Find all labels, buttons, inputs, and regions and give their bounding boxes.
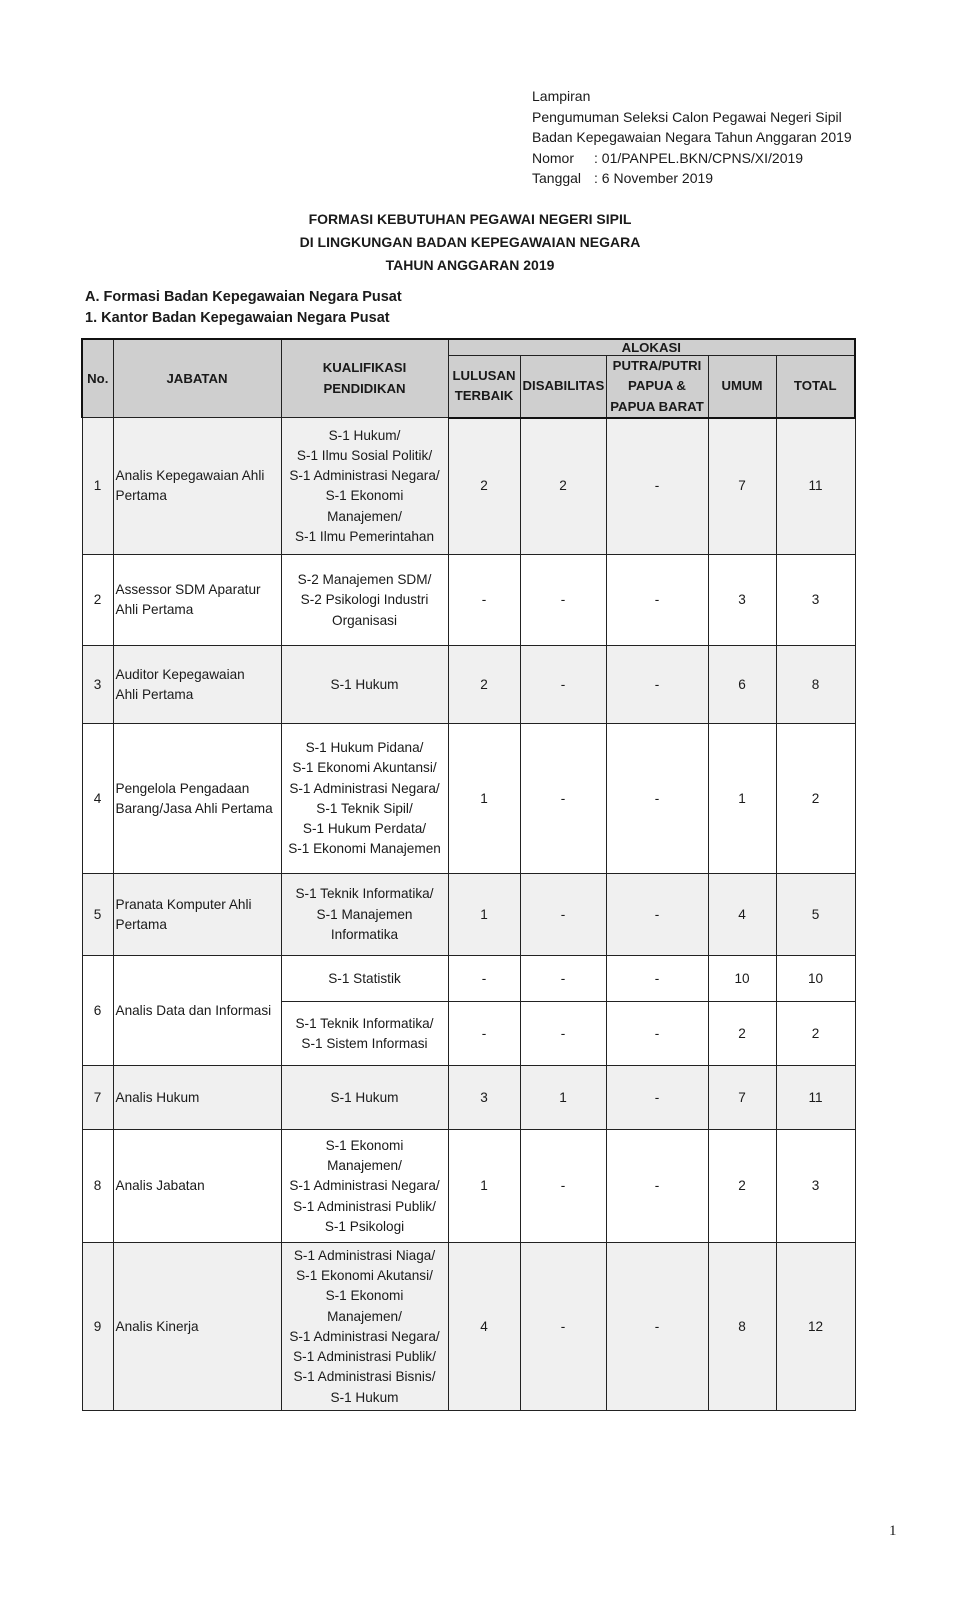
umum-cell: 3 (708, 555, 776, 646)
disabilitas-cell: - (520, 724, 606, 874)
cell-line: S-1 Statistik (328, 970, 401, 986)
cell-line: Analis Hukum (115, 1089, 200, 1105)
cell-line: S-1 Administrasi Negara/ (289, 1178, 440, 1194)
putra-papua-cell: - (606, 874, 708, 956)
cell-line: Auditor Kepegawaian (115, 666, 245, 682)
title-line-1: FORMASI KEBUTUHAN PEGAWAI NEGERI SIPIL (308, 211, 632, 227)
disabilitas-cell: - (520, 956, 606, 1002)
cell-line: Manajemen/ (327, 508, 402, 524)
lampiran-nomor (532, 148, 852, 169)
total-cell: 11 (776, 1066, 855, 1130)
umum-cell: 2 (708, 1002, 776, 1066)
table-row (82, 1066, 855, 1130)
cell-line: S-1 Ilmu Sosial Politik/ (296, 447, 433, 463)
cell-line: S-1 Ekonomi Akuntansi/ (292, 760, 437, 776)
header-lulusan (448, 356, 520, 418)
cell-line: S-1 Ekonomi (325, 488, 404, 504)
header-no: No. (82, 339, 113, 418)
cell-line: S-1 Hukum (330, 1089, 399, 1105)
cell-line: S-1 Hukum Perdata/ (302, 821, 427, 837)
lulusan-terbaik-cell: 1 (448, 1130, 520, 1243)
cell-line: S-1 Hukum Pidana/ (305, 740, 424, 755)
row-number: 5 (82, 874, 113, 956)
kualifikasi-cell (281, 874, 448, 956)
lampiran-block (532, 86, 852, 189)
jabatan-cell (113, 724, 281, 874)
disabilitas-cell: - (520, 555, 606, 646)
cell-line: S-1 Ekonomi Manajemen (288, 841, 441, 857)
lulusan-terbaik-cell: 4 (448, 1243, 520, 1411)
cell-line: Barang/Jasa Ahli Pertama (115, 800, 273, 816)
cell-line: Pertama (115, 916, 167, 932)
jabatan-cell (113, 418, 281, 555)
table-row (82, 1243, 855, 1411)
table-header (82, 339, 855, 418)
cell-line: Ahli Pertama (115, 686, 194, 702)
umum-cell: 8 (708, 1243, 776, 1411)
cell-line: S-1 Ilmu Pemerintahan (294, 528, 435, 544)
putra-papua-cell: - (606, 418, 708, 555)
title-line-2: DI LINGKUNGAN BADAN KEPEGAWAIAN NEGARA (299, 234, 641, 250)
putra-papua-cell: - (606, 646, 708, 724)
putra-papua-cell: - (606, 724, 708, 874)
cell-line: S-1 Ekonomi (325, 1137, 404, 1153)
cell-line: S-1 Administrasi Publik/ (293, 1349, 436, 1365)
cell-line: Ahli Pertama (115, 602, 194, 618)
cell-line: Analis Data dan Informasi (115, 1002, 272, 1018)
total-cell: 8 (776, 646, 855, 724)
jabatan-cell (113, 1243, 281, 1411)
table-row (82, 555, 855, 646)
kualifikasi-cell (281, 1130, 448, 1243)
cell-line: S-1 Ekonomi (325, 1288, 404, 1304)
cell-line: S-2 Psikologi Industri (300, 592, 429, 608)
tanggal-value: : 6 November 2019 (594, 170, 714, 186)
header-umum: UMUM (708, 356, 776, 418)
kualifikasi-cell (281, 1066, 448, 1130)
cell-line: Pranata Komputer Ahli (115, 896, 252, 912)
lampiran-announcement: Pengumuman Seleksi Calon Pegawai Negeri Sipil (532, 108, 842, 125)
title-line-3: TAHUN ANGGARAN 2019 (385, 257, 555, 273)
cell-line: Analis Jabatan (115, 1178, 205, 1194)
total-cell: 2 (776, 1002, 855, 1066)
cell-line: S-1 Teknik Informatika/ (295, 1015, 434, 1031)
row-number: 8 (82, 1130, 113, 1243)
nomor-value: : 01/PANPEL.BKN/CPNS/XI/2019 (594, 149, 804, 166)
cell-line: S-1 Teknik Informatika/ (295, 886, 434, 902)
cell-line: S-1 Administrasi Negara/ (289, 468, 440, 484)
umum-cell: 4 (708, 874, 776, 956)
header-kualifikasi (281, 339, 448, 418)
lulusan-terbaik-cell: 2 (448, 646, 520, 724)
header-putra-line: PUTRA/PUTRI (612, 358, 702, 373)
cell-line: S-1 Hukum/ (328, 427, 401, 443)
nomor-label: Nomor (532, 149, 575, 166)
header-jabatan: JABATAN (113, 339, 281, 418)
jabatan-cell (113, 555, 281, 646)
lulusan-terbaik-cell: 1 (448, 874, 520, 956)
lulusan-terbaik-cell: - (448, 956, 520, 1002)
disabilitas-cell: - (520, 874, 606, 956)
cell-line: S-1 Administrasi Niaga/ (293, 1247, 436, 1263)
total-cell: 12 (776, 1243, 855, 1411)
cell-line: Pertama (115, 488, 167, 504)
header-total: TOTAL (776, 356, 855, 418)
kualifikasi-cell (281, 418, 448, 555)
disabilitas-cell: - (520, 1002, 606, 1066)
table-body (82, 418, 855, 1411)
page-number: 1 (889, 1523, 897, 1539)
cell-line: S-2 Manajemen SDM/ (297, 571, 432, 587)
header-disabilitas: DISABILITAS (520, 356, 606, 418)
row-number: 4 (82, 724, 113, 874)
putra-papua-cell: - (606, 956, 708, 1002)
jabatan-cell (113, 956, 281, 1066)
kualifikasi-cell (281, 1002, 448, 1066)
lulusan-terbaik-cell: 2 (448, 418, 520, 555)
jabatan-cell (113, 646, 281, 724)
cell-line: S-1 Teknik Sipil/ (316, 800, 413, 816)
cell-line: S-1 Hukum (330, 1389, 399, 1405)
cell-line: S-1 Administrasi Publik/ (293, 1198, 436, 1214)
header-putra-papua (606, 356, 708, 418)
disabilitas-cell: 2 (520, 418, 606, 555)
cell-line: Manajemen/ (327, 1157, 402, 1173)
disabilitas-cell: - (520, 646, 606, 724)
kualifikasi-cell (281, 555, 448, 646)
table-row (82, 956, 855, 1002)
table-row (82, 874, 855, 956)
row-number: 9 (82, 1243, 113, 1411)
document-title (0, 208, 940, 277)
cell-line: S-1 Ekonomi Akutansi/ (296, 1268, 433, 1283)
table-row (82, 646, 855, 724)
row-number: 3 (82, 646, 113, 724)
total-cell: 11 (776, 418, 855, 555)
cell-line: S-1 Hukum (330, 676, 399, 692)
cell-line: Assessor SDM Aparatur (115, 582, 261, 598)
cell-line: S-1 Manajemen (316, 906, 413, 922)
cell-line: Pengelola Pengadaan (115, 780, 250, 796)
tanggal-label: Tanggal (532, 170, 582, 186)
header-putra-line: PAPUA & (628, 378, 686, 394)
row-number: 6 (82, 956, 113, 1066)
umum-cell: 6 (708, 646, 776, 724)
header-lulusan-line: TERBAIK (454, 388, 514, 404)
kualifikasi-cell (281, 956, 448, 1002)
kualifikasi-cell (281, 646, 448, 724)
umum-cell: 2 (708, 1130, 776, 1243)
row-number: 1 (82, 418, 113, 555)
row-number: 7 (82, 1066, 113, 1130)
cell-line: Organisasi (332, 612, 397, 628)
total-cell: 5 (776, 874, 855, 956)
putra-papua-cell: - (606, 1243, 708, 1411)
cell-line: S-1 Administrasi Negara/ (289, 780, 440, 796)
total-cell: 3 (776, 1130, 855, 1243)
kualifikasi-cell (281, 724, 448, 874)
cell-line: Informatika (330, 927, 399, 943)
kualifikasi-cell (281, 1243, 448, 1411)
section-1-heading: 1. Kantor Badan Kepegawaian Negara Pusat (85, 310, 390, 326)
table-row (82, 1130, 855, 1243)
umum-cell: 7 (708, 1066, 776, 1130)
lampiran-label: Lampiran (532, 88, 591, 104)
header-alokasi: ALOKASI (448, 339, 855, 356)
row-number: 2 (82, 555, 113, 646)
cell-line: S-1 Administrasi Negara/ (289, 1328, 440, 1344)
lampiran-tanggal (532, 168, 852, 189)
umum-cell: 10 (708, 956, 776, 1002)
cell-line: Analis Kepegawaian Ahli (115, 468, 265, 484)
umum-cell: 7 (708, 418, 776, 555)
disabilitas-cell: 1 (520, 1066, 606, 1130)
lulusan-terbaik-cell: - (448, 1002, 520, 1066)
total-cell: 10 (776, 956, 855, 1002)
header-kualifikasi-line: KUALIFIKASI (322, 360, 407, 376)
disabilitas-cell: - (520, 1243, 606, 1411)
lampiran-agency: Badan Kepegawaian Negara Tahun Anggaran 2019 (532, 129, 852, 145)
umum-cell: 1 (708, 724, 776, 874)
lulusan-terbaik-cell: 1 (448, 724, 520, 874)
total-cell: 2 (776, 724, 855, 874)
jabatan-cell (113, 1130, 281, 1243)
disabilitas-cell: - (520, 1130, 606, 1243)
cell-line: S-1 Sistem Informasi (301, 1035, 428, 1051)
formasi-table (81, 338, 856, 1411)
header-lulusan-line: LULUSAN (452, 368, 516, 384)
putra-papua-cell: - (606, 1002, 708, 1066)
putra-papua-cell: - (606, 555, 708, 646)
cell-line: S-1 Administrasi Bisnis/ (293, 1369, 436, 1385)
jabatan-cell (113, 874, 281, 956)
lulusan-terbaik-cell: 3 (448, 1066, 520, 1130)
jabatan-cell (113, 1066, 281, 1130)
cell-line: S-1 Psikologi (324, 1218, 405, 1234)
putra-papua-cell: - (606, 1066, 708, 1130)
table-row (82, 418, 855, 555)
cell-line: Analis Kinerja (115, 1318, 199, 1334)
total-cell: 3 (776, 555, 855, 646)
cell-line: Manajemen/ (327, 1308, 402, 1324)
table-row (82, 724, 855, 874)
header-kualifikasi-line: PENDIDIKAN (323, 380, 406, 396)
section-a-heading: A. Formasi Badan Kepegawaian Negara Pusat (85, 289, 402, 305)
header-putra-line: PAPUA BARAT (610, 398, 704, 414)
putra-papua-cell: - (606, 1130, 708, 1243)
lulusan-terbaik-cell: - (448, 555, 520, 646)
